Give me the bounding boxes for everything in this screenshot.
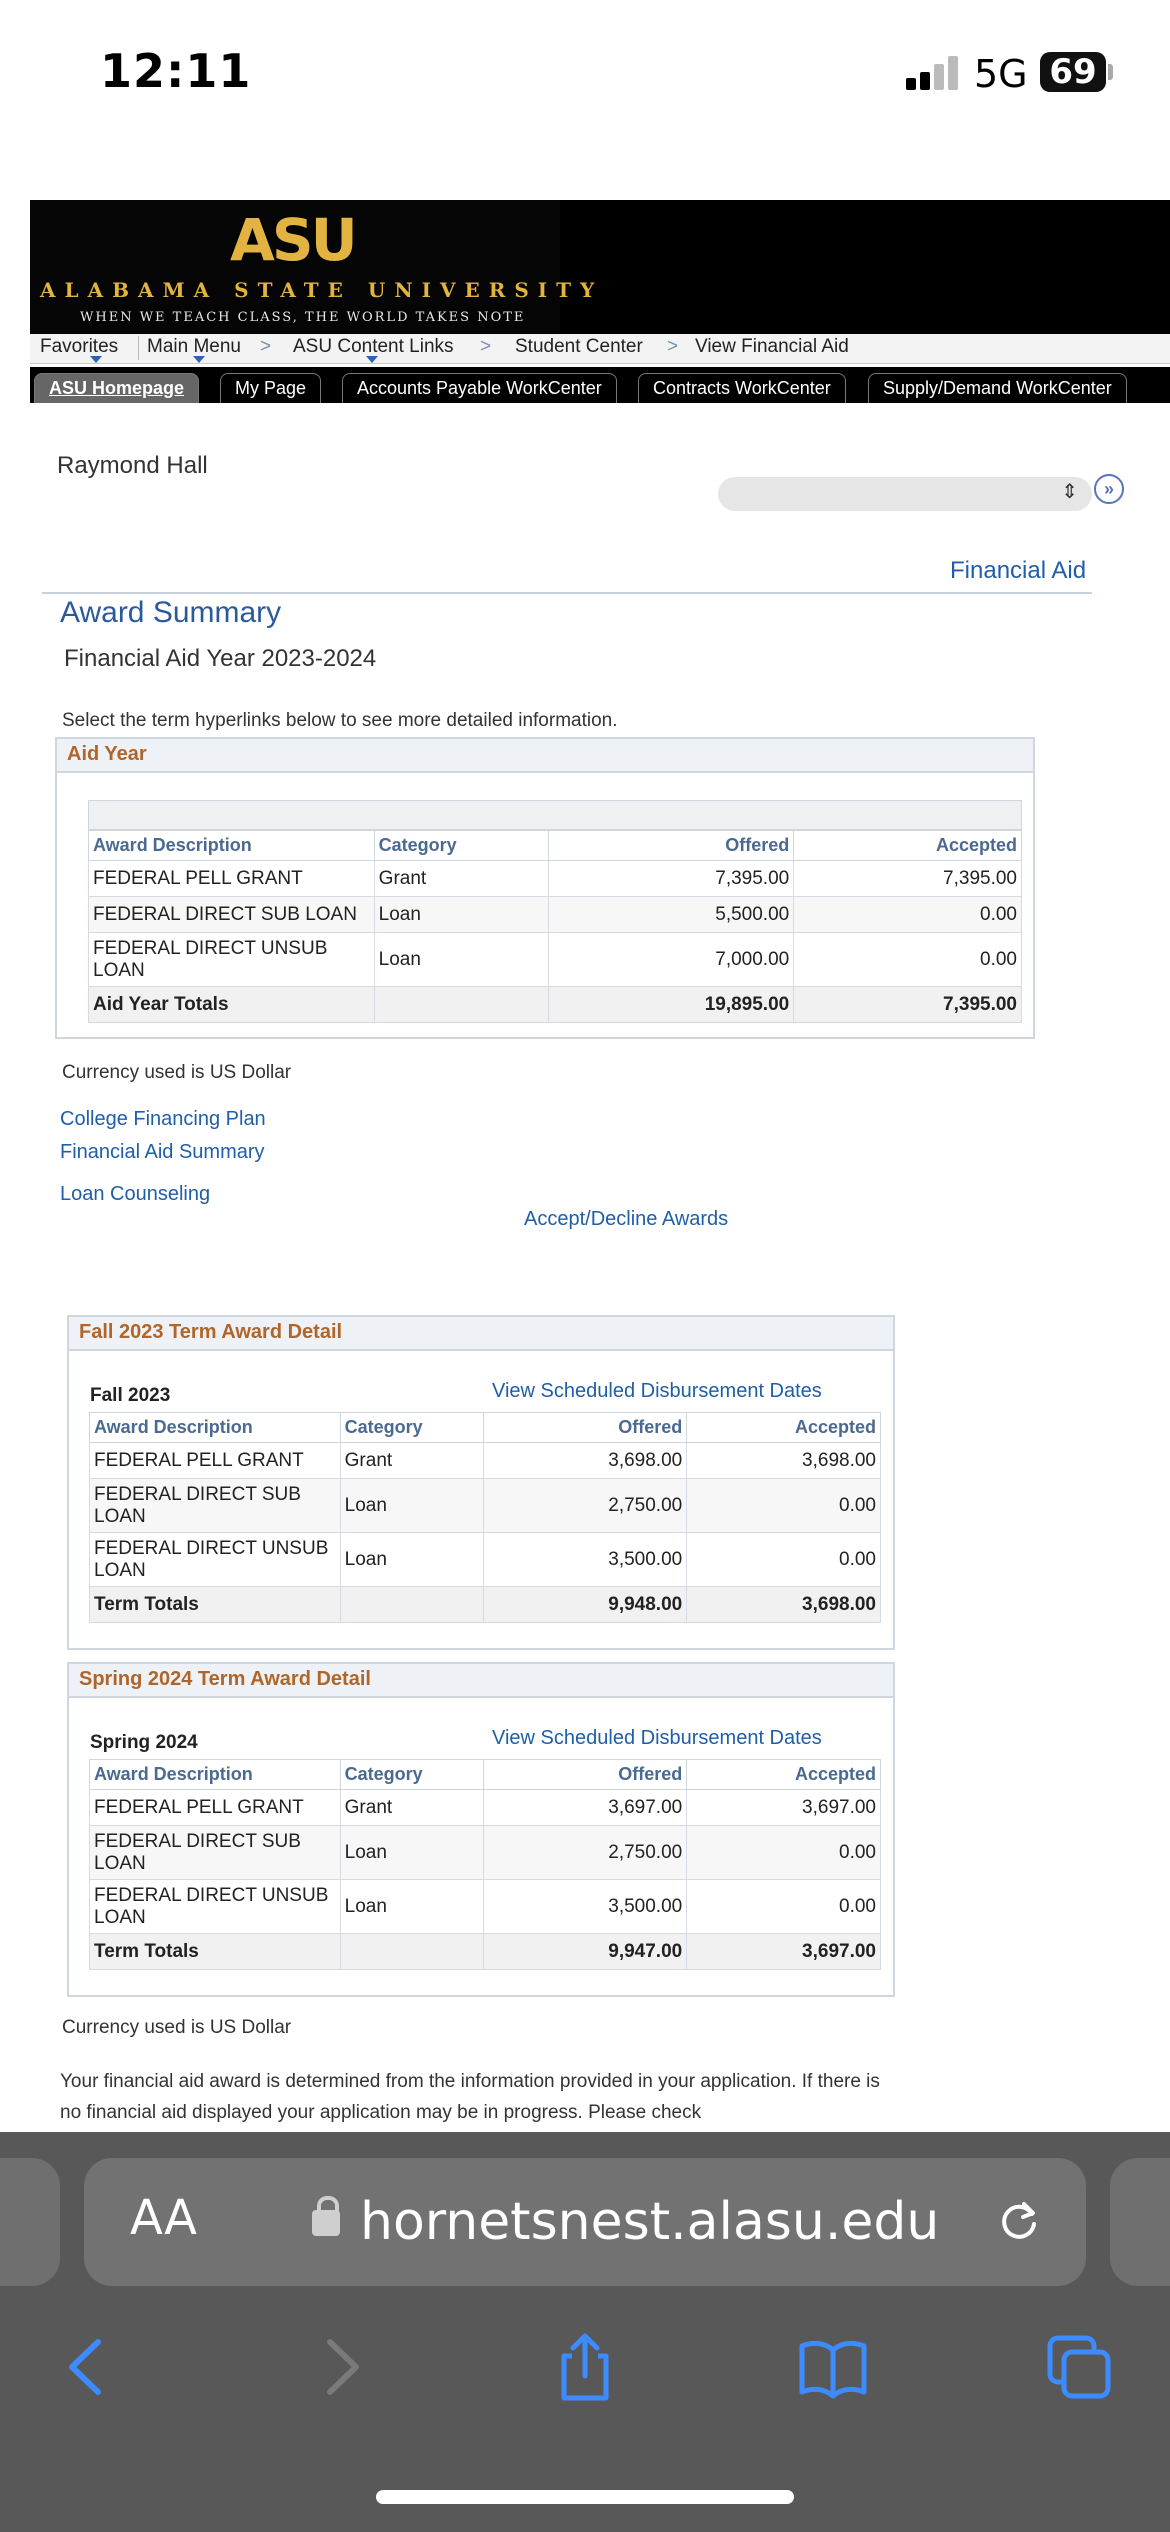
award-accepted: 0.00 xyxy=(687,1826,881,1880)
currency-note: Currency used is US Dollar xyxy=(62,2017,292,2038)
totals-category xyxy=(340,1934,483,1970)
award-description: FEDERAL DIRECT UNSUB LOAN xyxy=(90,1533,341,1587)
award-offered: 2,750.00 xyxy=(483,1826,687,1880)
university-tagline: WHEN WE TEACH CLASS, THE WORLD TAKES NOTE xyxy=(80,310,526,325)
lock-icon xyxy=(312,2210,340,2236)
award-description: FEDERAL DIRECT SUB LOAN xyxy=(90,1826,341,1880)
tab-asu-homepage[interactable]: ASU Homepage xyxy=(34,373,199,403)
award-accepted: 0.00 xyxy=(794,933,1022,987)
column-header: Award Description xyxy=(90,1413,341,1443)
section-header: Spring 2024 Term Award Detail xyxy=(69,1664,893,1698)
chevron-right-icon: > xyxy=(667,336,679,357)
award-description: FEDERAL DIRECT UNSUB LOAN xyxy=(90,1880,341,1934)
next-tab-preview[interactable] xyxy=(1110,2158,1170,2286)
asu-logo[interactable]: ASU xyxy=(230,206,355,274)
share-icon[interactable] xyxy=(550,2332,620,2402)
footer-message: Your financial aid award is determined from the information provided in your application. If there is no financial aid displayed your application may be in progress. Please check xyxy=(60,2071,880,2123)
select-arrows-icon: ⇕ xyxy=(1061,481,1078,503)
award-offered: 3,500.00 xyxy=(483,1533,687,1587)
section-header: Aid Year xyxy=(57,739,1033,773)
totals-accepted: 7,395.00 xyxy=(794,987,1022,1023)
table-row xyxy=(90,1880,881,1934)
favorites-caret-icon[interactable] xyxy=(90,356,102,363)
totals-row xyxy=(90,1587,881,1623)
reader-settings-button[interactable] xyxy=(130,2190,197,2246)
content-links-caret-icon[interactable] xyxy=(366,356,378,363)
totals-category xyxy=(374,987,548,1023)
financial-aid-link[interactable]: Financial Aid xyxy=(950,557,1087,584)
currency-note: Currency used is US Dollar xyxy=(62,1062,292,1083)
column-header: Accepted xyxy=(794,831,1022,861)
column-header: Offered xyxy=(483,1413,687,1443)
battery-cap xyxy=(1108,64,1113,80)
view-disbursement-link[interactable]: View Scheduled Disbursement Dates xyxy=(492,1380,822,1402)
page-select[interactable] xyxy=(718,477,1092,511)
award-category: Grant xyxy=(340,1790,483,1826)
totals-label: Term Totals xyxy=(90,1587,341,1623)
award-offered: 2,750.00 xyxy=(483,1479,687,1533)
spring-term-table xyxy=(89,1759,881,1970)
table-row xyxy=(89,897,1022,933)
award-accepted: 3,698.00 xyxy=(687,1443,881,1479)
award-accepted: 7,395.00 xyxy=(794,861,1022,897)
award-description: FEDERAL PELL GRANT xyxy=(90,1790,341,1826)
award-category: Loan xyxy=(340,1826,483,1880)
status-time: 12:11 xyxy=(100,44,252,98)
column-header: Category xyxy=(374,831,548,861)
column-header: Award Description xyxy=(89,831,375,861)
status-bar xyxy=(0,0,1170,150)
award-offered: 5,500.00 xyxy=(548,897,794,933)
page-title: Award Summary xyxy=(60,596,282,629)
award-offered: 7,395.00 xyxy=(548,861,794,897)
financial-aid-summary-link[interactable]: Financial Aid Summary xyxy=(60,1141,265,1163)
forward-icon[interactable] xyxy=(306,2332,376,2402)
tab-contracts[interactable]: Contracts WorkCenter xyxy=(638,373,846,403)
table-row xyxy=(90,1826,881,1880)
reload-icon[interactable] xyxy=(996,2198,1042,2244)
back-icon[interactable] xyxy=(52,2332,122,2402)
award-category: Loan xyxy=(340,1880,483,1934)
award-accepted: 3,697.00 xyxy=(687,1790,881,1826)
award-description: FEDERAL DIRECT SUB LOAN xyxy=(89,897,375,933)
college-financing-plan-link[interactable]: College Financing Plan xyxy=(60,1108,266,1130)
column-header: Category xyxy=(340,1413,483,1443)
totals-category xyxy=(340,1587,483,1623)
aa-label: AA xyxy=(130,2190,198,2246)
award-description: FEDERAL PELL GRANT xyxy=(89,861,375,897)
chevron-right-icon: > xyxy=(260,336,272,357)
term-label: Fall 2023 xyxy=(90,1385,171,1406)
award-accepted: 0.00 xyxy=(794,897,1022,933)
table-header-row xyxy=(90,1413,881,1443)
award-offered: 3,697.00 xyxy=(483,1790,687,1826)
column-header: Accepted xyxy=(687,1760,881,1790)
award-category: Grant xyxy=(340,1443,483,1479)
brand-banner xyxy=(30,200,1170,334)
tab-my-page[interactable]: My Page xyxy=(220,373,321,403)
chevron-right-icon: > xyxy=(480,336,492,357)
nav-main-menu[interactable]: Main Menu xyxy=(147,336,241,357)
university-name: ALABAMA STATE UNIVERSITY xyxy=(40,278,604,302)
nav-asu-content-links[interactable]: ASU Content Links xyxy=(293,336,454,357)
totals-row xyxy=(89,987,1022,1023)
nav-favorites[interactable]: Favorites xyxy=(40,336,119,357)
url-text[interactable]: hornetsnest.alasu.edu xyxy=(360,2192,940,2252)
award-offered: 3,698.00 xyxy=(483,1443,687,1479)
award-description: FEDERAL DIRECT SUB LOAN xyxy=(90,1479,341,1533)
award-description: FEDERAL PELL GRANT xyxy=(90,1443,341,1479)
column-header: Offered xyxy=(548,831,794,861)
totals-offered: 19,895.00 xyxy=(548,987,794,1023)
column-header: Award Description xyxy=(90,1760,341,1790)
totals-label: Aid Year Totals xyxy=(89,987,375,1023)
award-description: FEDERAL DIRECT UNSUB LOAN xyxy=(89,933,375,987)
previous-tab-preview[interactable] xyxy=(0,2158,60,2286)
award-category: Loan xyxy=(340,1533,483,1587)
award-category: Loan xyxy=(374,897,548,933)
bookmarks-icon[interactable] xyxy=(798,2332,868,2402)
go-button[interactable]: » xyxy=(1094,474,1124,504)
award-accepted: 0.00 xyxy=(687,1479,881,1533)
award-category: Loan xyxy=(374,933,548,987)
award-accepted: 0.00 xyxy=(687,1880,881,1934)
totals-accepted: 3,698.00 xyxy=(687,1587,881,1623)
award-offered: 7,000.00 xyxy=(548,933,794,987)
table-row xyxy=(90,1533,881,1587)
table-row xyxy=(89,861,1022,897)
instruction-text: Select the term hyperlinks below to see more detailed information. xyxy=(62,710,618,731)
brand-logo-area xyxy=(30,200,604,334)
column-header: Accepted xyxy=(687,1413,881,1443)
view-disbursement-link[interactable]: View Scheduled Disbursement Dates xyxy=(492,1727,822,1749)
totals-offered: 9,947.00 xyxy=(483,1934,687,1970)
nav-divider xyxy=(138,336,139,360)
loan-counseling-link[interactable]: Loan Counseling xyxy=(60,1183,211,1205)
main-menu-caret-icon[interactable] xyxy=(193,356,205,363)
section-header: Fall 2023 Term Award Detail xyxy=(69,1317,893,1351)
accept-decline-link[interactable]: Accept/Decline Awards xyxy=(524,1208,729,1230)
nav-view-financial-aid[interactable]: View Financial Aid xyxy=(695,336,849,357)
table-row xyxy=(90,1790,881,1826)
award-offered: 3,500.00 xyxy=(483,1880,687,1934)
battery-icon: 69 xyxy=(1040,52,1106,92)
aid-year-table xyxy=(88,830,1022,1023)
table-row xyxy=(90,1443,881,1479)
totals-row xyxy=(90,1934,881,1970)
breadcrumb xyxy=(30,334,1170,364)
award-accepted: 0.00 xyxy=(687,1533,881,1587)
column-header: Category xyxy=(340,1760,483,1790)
title-divider xyxy=(42,592,1092,594)
network-type: 5G xyxy=(974,52,1028,96)
tab-accounts-payable[interactable]: Accounts Payable WorkCenter xyxy=(342,373,617,403)
totals-offered: 9,948.00 xyxy=(483,1587,687,1623)
nav-student-center[interactable]: Student Center xyxy=(515,336,643,357)
totals-label: Term Totals xyxy=(90,1934,341,1970)
table-row xyxy=(89,933,1022,987)
fall-term-table xyxy=(89,1412,881,1623)
user-name: Raymond Hall xyxy=(57,452,208,479)
grid-toolbar xyxy=(88,800,1022,830)
tab-supply-demand[interactable]: Supply/Demand WorkCenter xyxy=(868,373,1127,403)
tabs-icon[interactable] xyxy=(1044,2332,1114,2402)
table-header-row xyxy=(89,831,1022,861)
tab-bar xyxy=(30,367,1170,403)
term-label: Spring 2024 xyxy=(90,1732,198,1753)
award-category: Loan xyxy=(340,1479,483,1533)
column-header: Offered xyxy=(483,1760,687,1790)
award-category: Grant xyxy=(374,861,548,897)
home-indicator xyxy=(376,2490,794,2504)
page-subtitle: Financial Aid Year 2023-2024 xyxy=(64,645,377,672)
table-row xyxy=(90,1479,881,1533)
signal-icon xyxy=(906,54,960,90)
totals-accepted: 3,697.00 xyxy=(687,1934,881,1970)
table-header-row xyxy=(90,1760,881,1790)
